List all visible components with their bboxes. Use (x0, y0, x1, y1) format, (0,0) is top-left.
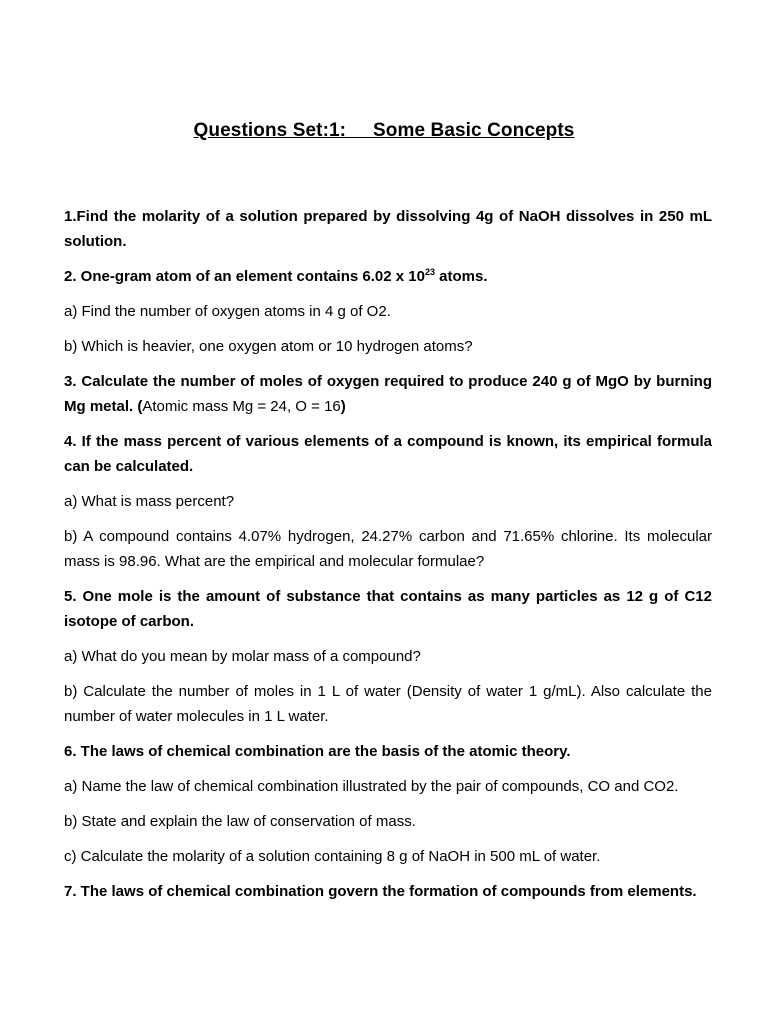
questions-body (64, 204, 712, 914)
question-5-stem: 5. One mole is the amount of substance that contains as many particles as 12 g of C12 isotope of carbon. (64, 588, 712, 630)
question-6b: b) State and explain the law of conservation of mass. (64, 813, 416, 830)
exponent: 23 (424, 267, 435, 277)
question-4b: b) A compound contains 4.07% hydrogen, 24.27% carbon and 71.65% chlorine. Its molecular mass is 98.96. What are the empirical and molecular formulae? (64, 528, 712, 570)
question-3 (64, 369, 712, 419)
question-7-stem: 7. The laws of chemical combination govern the formation of compounds from elements. (64, 883, 697, 900)
question-5a: a) What do you mean by molar mass of a compound? (64, 648, 421, 665)
question-1: 1.Find the molarity of a solution prepared by dissolving 4g of NaOH dissolves in 250 mL solution. (64, 208, 712, 250)
question-4-stem: 4. If the mass percent of various elements of a compound is known, its empirical formula can be calculated. (64, 433, 712, 475)
question-2-text-end: atoms. (434, 268, 488, 285)
question-6a: a) Name the law of chemical combination illustrated by the pair of compounds, CO and CO2. (64, 778, 679, 795)
page-title: Questions Set:1: Some Basic Concepts (193, 120, 575, 141)
question-2b: b) Which is heavier, one oxygen atom or 10 hydrogen atoms? (64, 338, 473, 355)
question-6-stem: 6. The laws of chemical combination are the basis of the atomic theory. (64, 743, 571, 760)
question-2-text: 2. One-gram atom of an element contains 6.02 x 10 (64, 268, 425, 285)
question-4a: a) What is mass percent? (64, 493, 235, 510)
question-2a: a) Find the number of oxygen atoms in 4 g of O2. (64, 303, 391, 320)
question-5b: b) Calculate the number of moles in 1 L of water (Density of water 1 g/mL). Also calculate the number of water molecules in 1 L water. (64, 683, 712, 725)
question-2-stem (64, 264, 712, 289)
question-3-note: Atomic mass Mg = 24, O = 16 (142, 398, 341, 415)
question-3-close: ) (340, 398, 346, 415)
question-3-text: 3. Calculate the number of moles of oxygen required to produce 240 g of MgO by burning Mg metal. ( (64, 373, 712, 415)
question-6c: c) Calculate the molarity of a solution containing 8 g of NaOH in 500 mL of water. (64, 848, 601, 865)
